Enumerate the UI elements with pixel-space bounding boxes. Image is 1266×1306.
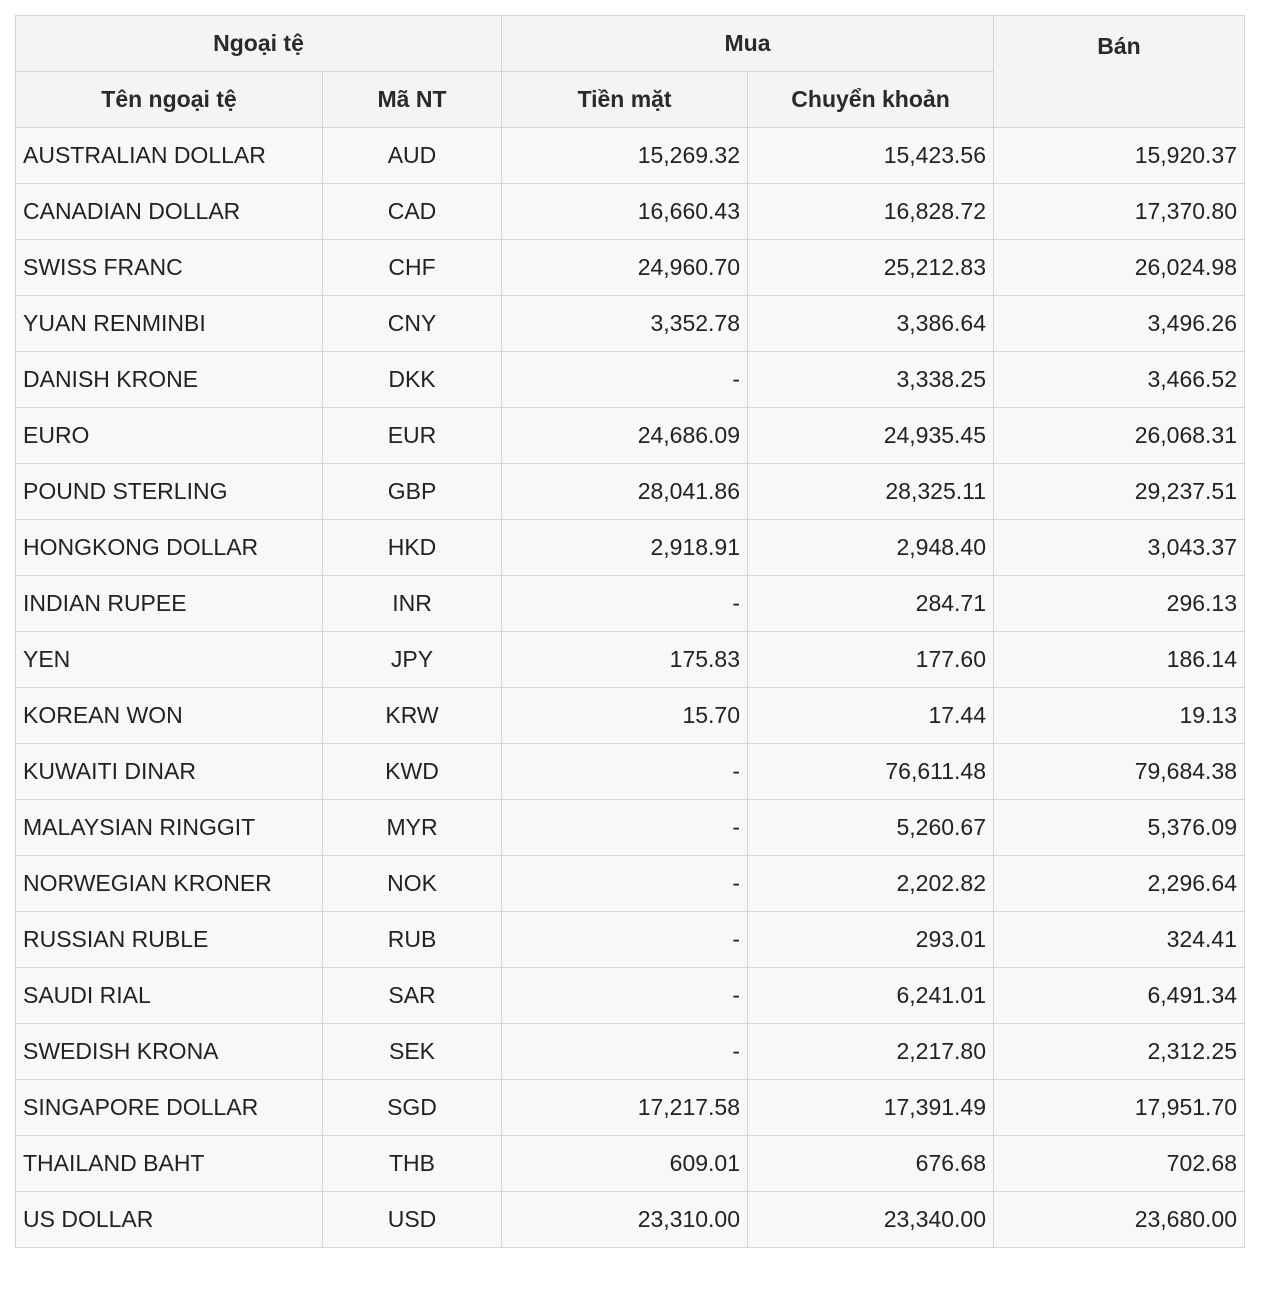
sell-rate: 3,466.52 [994, 352, 1245, 408]
currency-code: JPY [323, 632, 502, 688]
currency-code: THB [323, 1136, 502, 1192]
currency-code: DKK [323, 352, 502, 408]
sell-rate: 23,680.00 [994, 1192, 1245, 1248]
table-body [16, 128, 1245, 1248]
currency-code: CAD [323, 184, 502, 240]
currency-code: NOK [323, 856, 502, 912]
currency-name: THAILAND BAHT [16, 1136, 323, 1192]
table-row [16, 1024, 1245, 1080]
currency-code: INR [323, 576, 502, 632]
transfer-buy-rate: 177.60 [748, 632, 994, 688]
currency-name: US DOLLAR [16, 1192, 323, 1248]
currency-code: SEK [323, 1024, 502, 1080]
currency-code: CNY [323, 296, 502, 352]
cash-buy-rate: 24,686.09 [502, 408, 748, 464]
header-currency-name: Tên ngoại tệ [16, 72, 323, 128]
transfer-buy-rate: 5,260.67 [748, 800, 994, 856]
currency-code: KRW [323, 688, 502, 744]
currency-code: USD [323, 1192, 502, 1248]
currency-name: NORWEGIAN KRONER [16, 856, 323, 912]
cash-buy-rate: 15,269.32 [502, 128, 748, 184]
currency-name: KOREAN WON [16, 688, 323, 744]
sell-rate: 3,496.26 [994, 296, 1245, 352]
cash-buy-rate: - [502, 912, 748, 968]
table-row [16, 240, 1245, 296]
header-currency-group: Ngoại tệ [16, 16, 502, 72]
table-row [16, 296, 1245, 352]
sell-rate: 3,043.37 [994, 520, 1245, 576]
sell-rate: 2,296.64 [994, 856, 1245, 912]
transfer-buy-rate: 16,828.72 [748, 184, 994, 240]
transfer-buy-rate: 284.71 [748, 576, 994, 632]
currency-name: POUND STERLING [16, 464, 323, 520]
cash-buy-rate: 17,217.58 [502, 1080, 748, 1136]
cash-buy-rate: - [502, 352, 748, 408]
currency-code: SAR [323, 968, 502, 1024]
transfer-buy-rate: 2,948.40 [748, 520, 994, 576]
transfer-buy-rate: 25,212.83 [748, 240, 994, 296]
table-row [16, 800, 1245, 856]
currency-code: CHF [323, 240, 502, 296]
cash-buy-rate: 23,310.00 [502, 1192, 748, 1248]
transfer-buy-rate: 28,325.11 [748, 464, 994, 520]
currency-name: KUWAITI DINAR [16, 744, 323, 800]
sell-rate: 79,684.38 [994, 744, 1245, 800]
sell-rate: 19.13 [994, 688, 1245, 744]
table-row [16, 464, 1245, 520]
transfer-buy-rate: 6,241.01 [748, 968, 994, 1024]
transfer-buy-rate: 293.01 [748, 912, 994, 968]
table-header [16, 16, 1245, 128]
transfer-buy-rate: 2,217.80 [748, 1024, 994, 1080]
sell-rate: 5,376.09 [994, 800, 1245, 856]
currency-code: AUD [323, 128, 502, 184]
sell-rate: 26,024.98 [994, 240, 1245, 296]
table-row [16, 1136, 1245, 1192]
currency-name: CANADIAN DOLLAR [16, 184, 323, 240]
transfer-buy-rate: 23,340.00 [748, 1192, 994, 1248]
table-row [16, 1192, 1245, 1248]
currency-name: AUSTRALIAN DOLLAR [16, 128, 323, 184]
cash-buy-rate: 24,960.70 [502, 240, 748, 296]
transfer-buy-rate: 24,935.45 [748, 408, 994, 464]
currency-code: EUR [323, 408, 502, 464]
currency-name: YUAN RENMINBI [16, 296, 323, 352]
header-row-groups [16, 16, 1245, 72]
cash-buy-rate: - [502, 1024, 748, 1080]
currency-name: SWISS FRANC [16, 240, 323, 296]
transfer-buy-rate: 17,391.49 [748, 1080, 994, 1136]
cash-buy-rate: - [502, 856, 748, 912]
table-row [16, 128, 1245, 184]
currency-name: SWEDISH KRONA [16, 1024, 323, 1080]
sell-rate: 26,068.31 [994, 408, 1245, 464]
currency-code: HKD [323, 520, 502, 576]
cash-buy-rate: 3,352.78 [502, 296, 748, 352]
exchange-rate-table [15, 15, 1245, 1248]
transfer-buy-rate: 3,338.25 [748, 352, 994, 408]
currency-name: SINGAPORE DOLLAR [16, 1080, 323, 1136]
table-row [16, 912, 1245, 968]
header-buy-group: Mua [502, 16, 994, 72]
header-currency-code: Mã NT [323, 72, 502, 128]
cash-buy-rate: 2,918.91 [502, 520, 748, 576]
sell-rate: 6,491.34 [994, 968, 1245, 1024]
currency-code: SGD [323, 1080, 502, 1136]
sell-rate: 17,951.70 [994, 1080, 1245, 1136]
currency-name: SAUDI RIAL [16, 968, 323, 1024]
header-cash: Tiền mặt [502, 72, 748, 128]
currency-name: RUSSIAN RUBLE [16, 912, 323, 968]
cash-buy-rate: - [502, 576, 748, 632]
cash-buy-rate: - [502, 968, 748, 1024]
currency-name: MALAYSIAN RINGGIT [16, 800, 323, 856]
table-row [16, 352, 1245, 408]
sell-rate: 324.41 [994, 912, 1245, 968]
table-row [16, 184, 1245, 240]
currency-code: GBP [323, 464, 502, 520]
header-transfer: Chuyển khoản [748, 72, 994, 128]
cash-buy-rate: 28,041.86 [502, 464, 748, 520]
table-row [16, 520, 1245, 576]
cash-buy-rate: 15.70 [502, 688, 748, 744]
currency-name: DANISH KRONE [16, 352, 323, 408]
transfer-buy-rate: 2,202.82 [748, 856, 994, 912]
table-row [16, 632, 1245, 688]
transfer-buy-rate: 15,423.56 [748, 128, 994, 184]
sell-rate: 29,237.51 [994, 464, 1245, 520]
currency-name: EURO [16, 408, 323, 464]
table-row [16, 744, 1245, 800]
cash-buy-rate: 16,660.43 [502, 184, 748, 240]
table-row [16, 968, 1245, 1024]
sell-rate: 15,920.37 [994, 128, 1245, 184]
currency-code: KWD [323, 744, 502, 800]
currency-name: INDIAN RUPEE [16, 576, 323, 632]
sell-rate: 2,312.25 [994, 1024, 1245, 1080]
sell-rate: 702.68 [994, 1136, 1245, 1192]
currency-name: HONGKONG DOLLAR [16, 520, 323, 576]
transfer-buy-rate: 76,611.48 [748, 744, 994, 800]
transfer-buy-rate: 676.68 [748, 1136, 994, 1192]
cash-buy-rate: 609.01 [502, 1136, 748, 1192]
currency-code: MYR [323, 800, 502, 856]
table-row [16, 576, 1245, 632]
sell-rate: 296.13 [994, 576, 1245, 632]
cash-buy-rate: - [502, 744, 748, 800]
table-row [16, 688, 1245, 744]
transfer-buy-rate: 3,386.64 [748, 296, 994, 352]
table-row [16, 408, 1245, 464]
currency-code: RUB [323, 912, 502, 968]
sell-rate: 186.14 [994, 632, 1245, 688]
table-row [16, 1080, 1245, 1136]
currency-name: YEN [16, 632, 323, 688]
sell-rate: 17,370.80 [994, 184, 1245, 240]
header-sell: Bán [994, 16, 1245, 128]
table-row [16, 856, 1245, 912]
cash-buy-rate: 175.83 [502, 632, 748, 688]
cash-buy-rate: - [502, 800, 748, 856]
transfer-buy-rate: 17.44 [748, 688, 994, 744]
